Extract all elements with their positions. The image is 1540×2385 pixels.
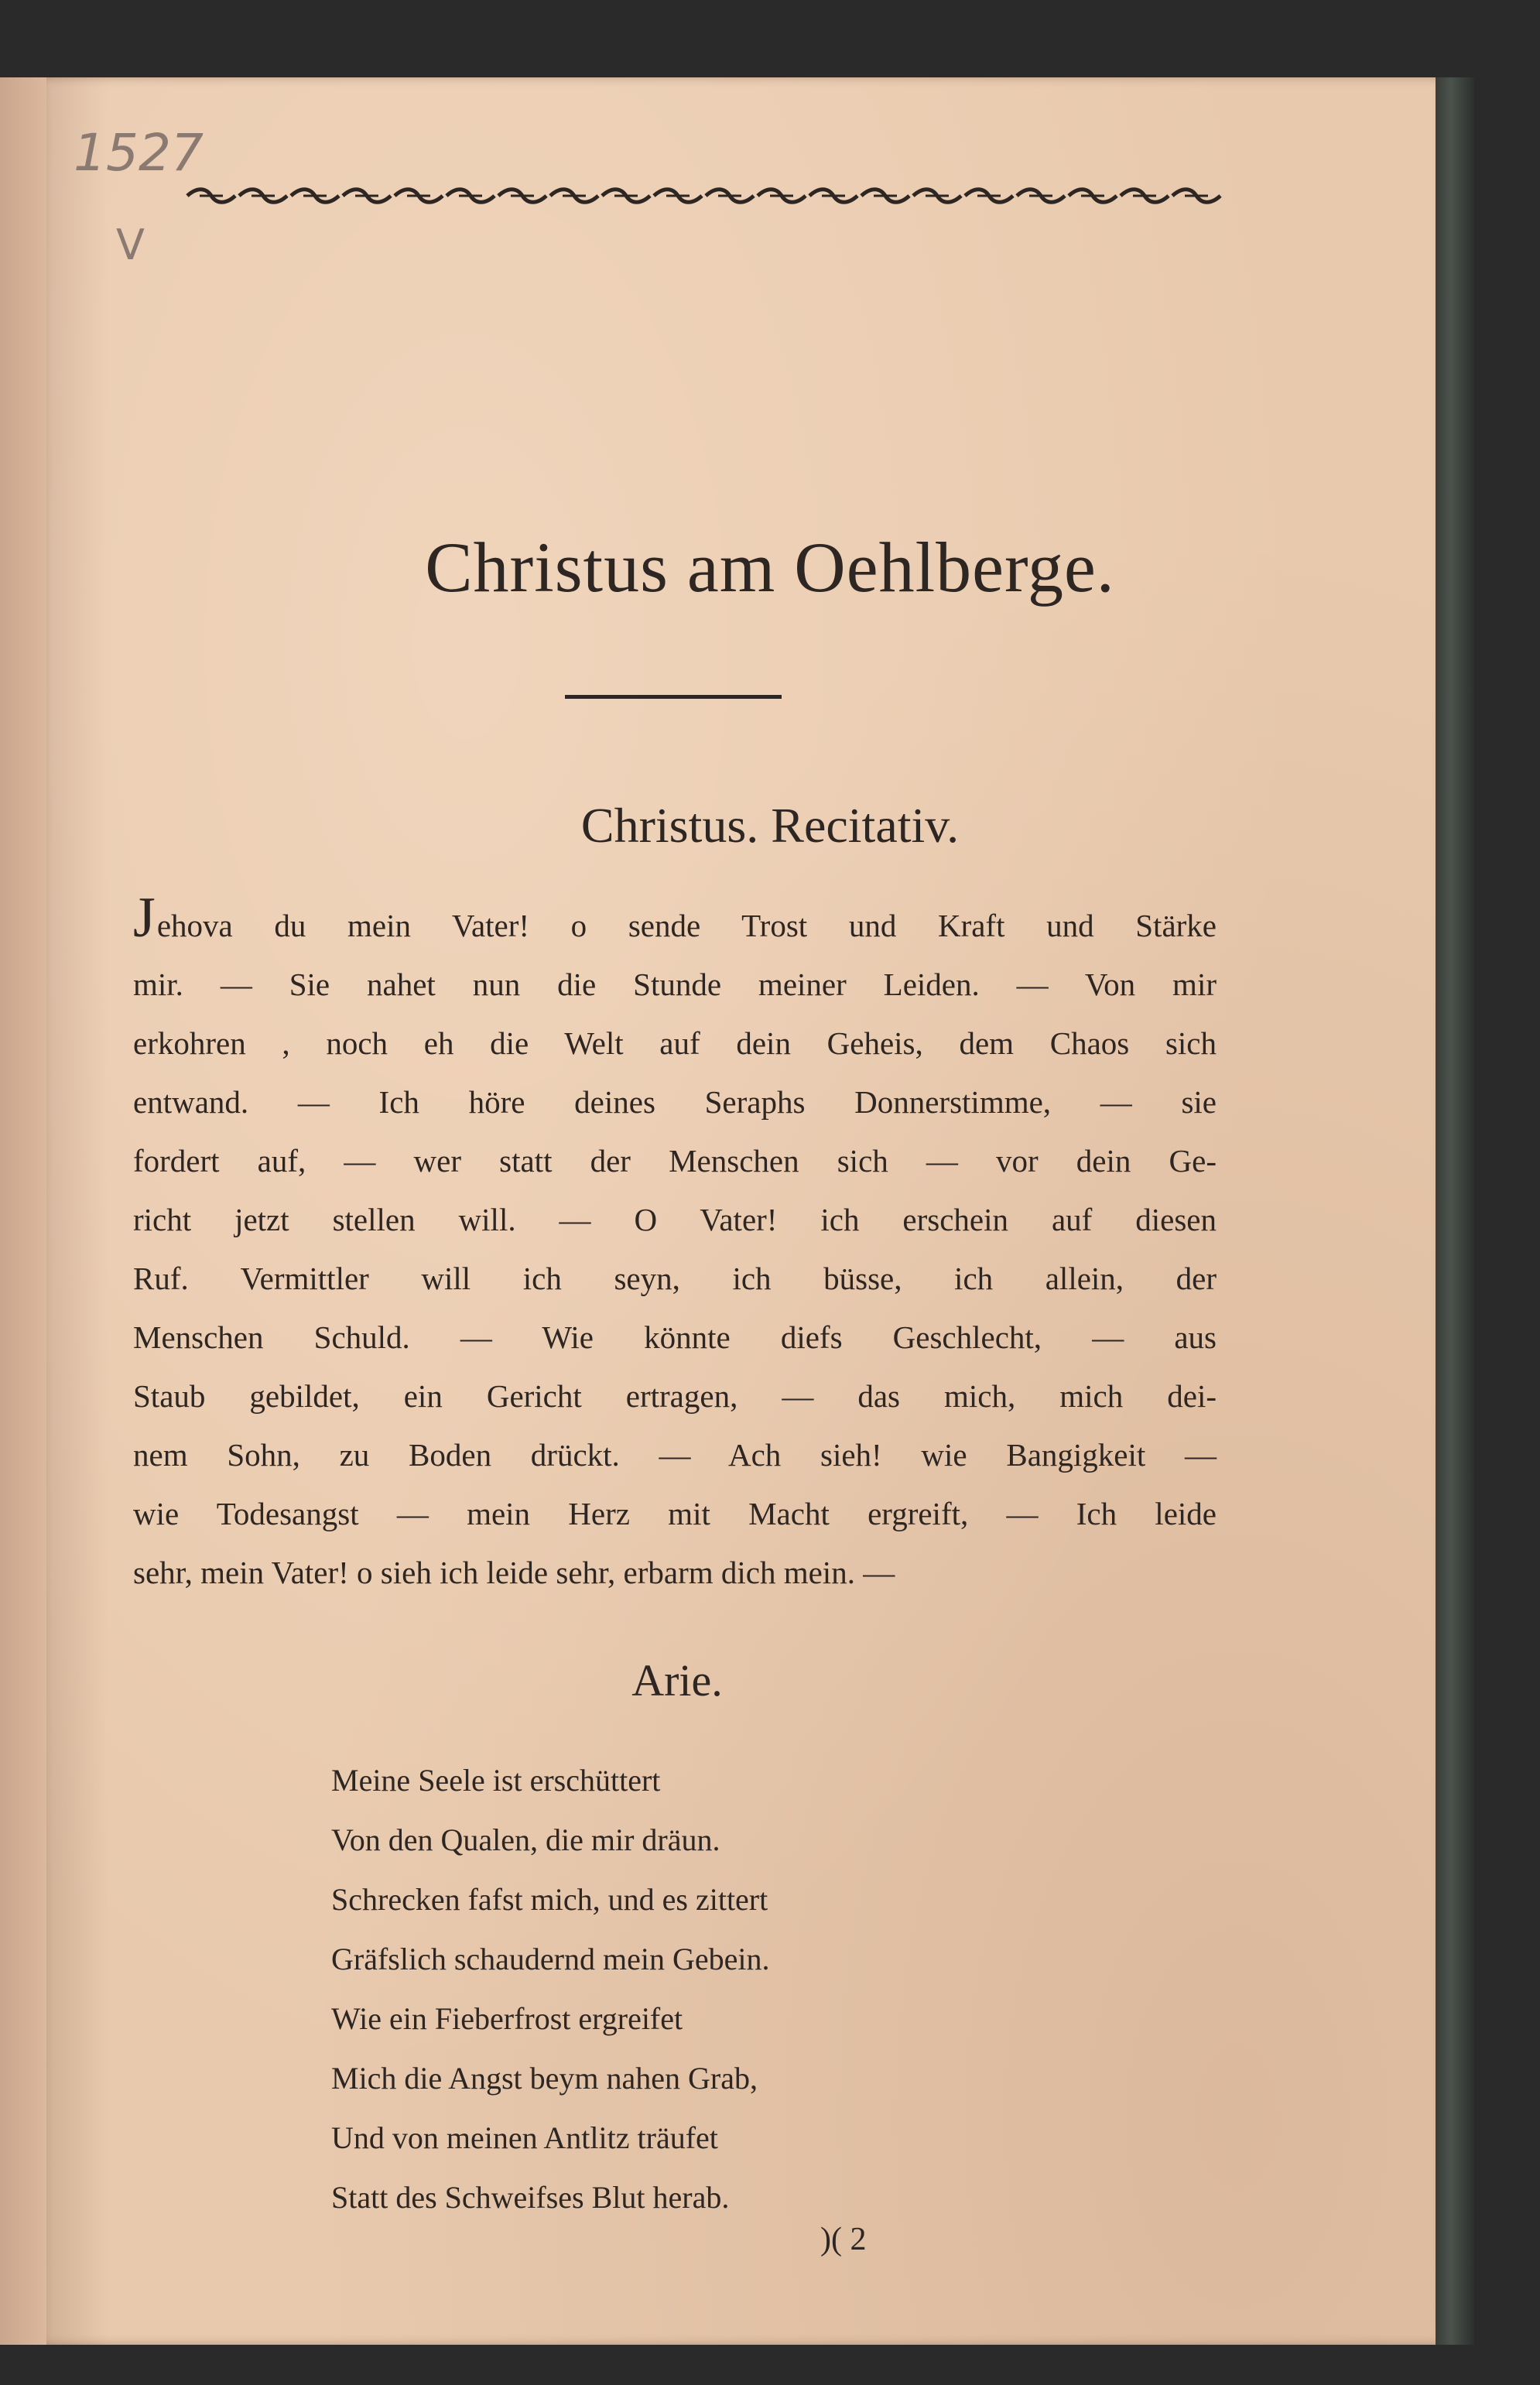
printer-signature-mark: )( 2 [820, 2222, 867, 2257]
recitativ-line: nem Sohn, zu Boden drückt. — Ach sieh! wie Bangigkeit — [133, 1437, 1217, 1473]
book-spine [1436, 77, 1474, 2345]
arie-verse [331, 1750, 769, 2227]
recitativ-line: Ruf. Vermittler will ich seyn, ich büsse, ich allein, der [133, 1261, 1217, 1296]
recitativ-line: sehr, mein Vater! o sieh ich leide sehr, erbarm dich mein. — [133, 1555, 895, 1590]
verse-line: Wie ein Fieberfrost ergreifet [331, 2001, 683, 2036]
section-heading-arie: Arie. [631, 1655, 723, 1706]
verse-line: Meine Seele ist erschüttert [331, 1763, 661, 1798]
recitativ-line: fordert auf, — wer statt der Menschen sich — vor dein Ge- [133, 1143, 1217, 1179]
ornamental-border-icon [186, 186, 1223, 206]
recitativ-line: wie Todesangst — mein Herz mit Macht ergreift, — Ich leide [133, 1496, 1217, 1531]
drop-cap: J [133, 886, 156, 950]
title-divider [565, 695, 782, 699]
section-heading-recitativ: Christus. Recitativ. [580, 798, 960, 853]
recitativ-text [133, 886, 1217, 1602]
pencil-note-letter: V [116, 221, 145, 269]
recitativ-line: Menschen Schuld. — Wie könnte diefs Geschlecht, — aus [133, 1319, 1217, 1355]
left-page-edge [0, 77, 46, 2345]
recitativ-line: mir. — Sie nahet nun die Stunde meiner Leiden. — Von mir [133, 967, 1217, 1002]
pencil-note-number: 1527 [74, 123, 204, 183]
verse-line: Und von meinen Antlitz träufet [331, 2120, 718, 2155]
verse-line: Mich die Angst beym nahen Grab, [331, 2061, 758, 2096]
verse-line: Statt des Schweifses Blut herab. [331, 2180, 730, 2215]
recitativ-line: richt jetzt stellen will. — O Vater! ich erschein auf diesen [133, 1202, 1217, 1237]
recitativ-line: entwand. — Ich höre deines Seraphs Donnerstimme, — sie [133, 1084, 1217, 1120]
recitativ-line: Staub gebildet, ein Gericht ertragen, — das mich, mich dei- [133, 1378, 1217, 1414]
verse-line: Gräfslich schaudernd mein Gebein. [331, 1942, 770, 1976]
verse-line: Von den Qualen, die mir dräun. [331, 1822, 720, 1857]
page-title: Christus am Oehlberge. [425, 528, 1115, 607]
recitativ-line: Jehova du mein Vater! o sende Trost und Kraft und Stärke [133, 886, 1217, 950]
verse-line: Schrecken fafst mich, und es zittert [331, 1882, 768, 1917]
recitativ-line: erkohren , noch eh die Welt auf dein Geheis, dem Chaos sich [133, 1025, 1217, 1061]
